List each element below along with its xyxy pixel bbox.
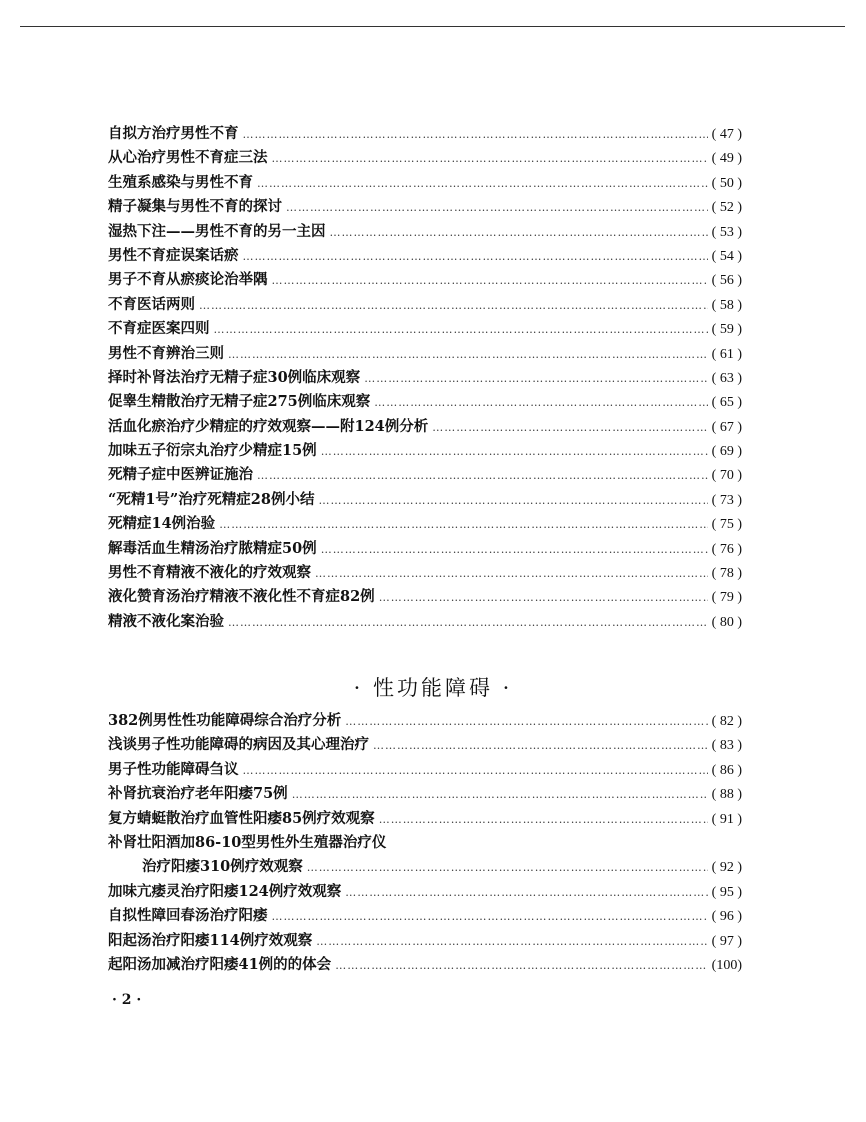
dot-leader	[318, 494, 707, 507]
toc-entry	[108, 439, 742, 463]
toc-entry-page: ( 76 )	[711, 541, 742, 557]
toc-entry-page: ( 50 )	[711, 175, 742, 191]
dot-leader	[379, 813, 708, 826]
toc-entry	[108, 929, 742, 953]
toc-entry-page: ( 49 )	[711, 151, 742, 167]
toc-entry-page: ( 59 )	[711, 322, 742, 338]
toc-entry-title: “死精1号”治疗死精症28例小结	[108, 490, 315, 508]
dot-leader	[243, 764, 708, 777]
toc-entry	[108, 610, 742, 634]
dot-leader	[316, 935, 707, 948]
dot-leader	[307, 861, 708, 874]
toc-entry-title: 促睾生精散治疗无精子症275例临床观察	[108, 393, 371, 411]
toc-entry-page: ( 69 )	[711, 444, 742, 460]
toc-section-infertility	[108, 122, 742, 634]
dot-leader	[345, 886, 707, 899]
toc-entry-title: 生殖系感染与男性不育	[108, 173, 253, 191]
toc-entry	[108, 709, 742, 733]
toc-entry-page: ( 52 )	[711, 200, 742, 216]
toc-entry-page: ( 67 )	[711, 419, 742, 435]
toc-entry-page: ( 63 )	[711, 370, 742, 386]
toc-entry-page: ( 73 )	[711, 492, 742, 508]
dot-leader	[257, 469, 708, 482]
toc-entry-title: 起阳汤加减治疗阳痿41例的的体会	[108, 955, 332, 973]
header-rule	[20, 26, 845, 27]
toc-entry	[108, 782, 742, 806]
dot-leader	[272, 274, 708, 287]
dot-leader	[243, 128, 708, 141]
dot-leader	[345, 715, 707, 728]
toc-entry	[108, 342, 742, 366]
toc-entry	[108, 390, 742, 414]
toc-entry-title: 治疗阳痿310例疗效观察	[142, 858, 303, 876]
toc-entry-title: 液化赞育汤治疗精液不液化性不育症82例	[108, 588, 375, 606]
dot-leader	[364, 372, 707, 385]
toc-entry-page: ( 70 )	[711, 468, 742, 484]
toc-entry-page: ( 86 )	[711, 762, 742, 778]
toc-entry-title: 加味亢痿灵治疗阳痿124例疗效观察	[108, 882, 342, 900]
toc-entry-page: ( 83 )	[711, 738, 742, 754]
toc-entry-page: ( 61 )	[711, 346, 742, 362]
toc-entry	[108, 953, 742, 977]
toc-entry	[108, 831, 742, 855]
toc-entry-title: 精液不液化案治验	[108, 612, 224, 630]
toc-entry	[108, 758, 742, 782]
toc-entry-title: 死精症14例治验	[108, 515, 216, 533]
toc-entry-title: 男子性功能障碍刍议	[108, 760, 239, 778]
toc-entry-title: 解毒活血生精汤治疗脓精症50例	[108, 539, 317, 557]
toc-entry-title: 补肾壮阳酒加86-10型男性外生殖器治疗仪	[108, 833, 387, 851]
toc-entry-page: ( 97 )	[711, 933, 742, 949]
toc-entry	[108, 904, 742, 928]
dot-leader	[373, 739, 708, 752]
toc-entry	[108, 415, 742, 439]
toc-entry-page: ( 75 )	[711, 517, 742, 533]
dot-leader	[321, 543, 708, 556]
section-heading: · 性功能障碍 ·	[353, 676, 513, 700]
toc-entry-page: ( 88 )	[711, 787, 742, 803]
dot-leader	[330, 226, 708, 239]
toc-entry-title: 补肾抗衰治疗老年阳痿75例	[108, 785, 288, 803]
dot-leader	[272, 152, 708, 165]
toc-entry-title: 男性不育精液不液化的疗效观察	[108, 564, 311, 582]
toc-entry-title: 从心治疗男性不育症三法	[108, 149, 268, 167]
toc-entry-title: 382例男性性功能障碍综合治疗分析	[108, 712, 342, 729]
dot-leader	[292, 788, 708, 801]
toc-entry-page: ( 56 )	[711, 273, 742, 289]
toc-entry	[108, 293, 742, 317]
page-number: · 2 ·	[112, 992, 142, 1008]
toc-entry-page: ( 54 )	[711, 248, 742, 264]
toc-entry-title: 精子凝集与男性不育的探讨	[108, 198, 282, 216]
dot-leader	[272, 910, 708, 923]
toc-entry-title: 不育医话两则	[108, 295, 195, 313]
toc-entry	[108, 317, 742, 341]
toc-entry-title: 加味五子衍宗丸治疗少精症15例	[108, 442, 317, 460]
toc-entry-page: ( 92 )	[711, 860, 742, 876]
toc-entry-title: 死精子症中医辨证施治	[108, 466, 253, 484]
toc-entry	[108, 880, 742, 904]
toc-entry	[108, 512, 742, 536]
dot-leader	[315, 567, 708, 580]
toc-entry	[108, 195, 742, 219]
toc-entry-title: 男性不育症误案话瘀	[108, 246, 239, 264]
toc-entry	[108, 585, 742, 609]
toc-entry-title: 阳起汤治疗阳痿114例疗效观察	[108, 931, 313, 949]
toc-entry-title: 湿热下注——男性不育的另一主因	[108, 222, 326, 240]
toc-entry	[108, 146, 742, 170]
toc-entry	[108, 807, 742, 831]
toc-entry	[108, 366, 742, 390]
toc-entry-title: 男子不育从瘀痰论治举隅	[108, 271, 268, 289]
toc-entry	[108, 488, 742, 512]
toc-entry-title: 复方蜻蜓散治疗血管性阳痿85例疗效观察	[108, 809, 375, 827]
toc-entry-page: ( 91 )	[711, 811, 742, 827]
dot-leader	[214, 323, 708, 336]
toc-entry-title: 男性不育辨治三则	[108, 344, 224, 362]
dot-leader	[228, 616, 708, 629]
toc-entry	[108, 244, 742, 268]
toc-entry	[108, 220, 742, 244]
dot-leader	[335, 959, 707, 972]
toc-entry-title: 不育症医案四则	[108, 320, 210, 338]
dot-leader	[374, 396, 707, 409]
toc-entry-page: ( 80 )	[711, 614, 742, 630]
toc-entry	[108, 122, 742, 146]
toc-entry	[108, 855, 742, 879]
dot-leader	[321, 445, 708, 458]
toc-entry-title: 浅谈男子性功能障碍的病因及其心理治疗	[108, 736, 369, 754]
toc-entry	[108, 561, 742, 585]
dot-leader	[257, 177, 708, 190]
dot-leader	[379, 591, 708, 604]
dot-leader	[199, 299, 708, 312]
toc-entry	[108, 463, 742, 487]
toc-entry	[108, 733, 742, 757]
toc-entry	[108, 268, 742, 292]
dot-leader	[219, 518, 707, 531]
toc-entry-page: (100)	[711, 957, 742, 973]
dot-leader	[432, 421, 707, 434]
toc-entry-page: ( 82 )	[711, 714, 742, 729]
toc-entry-title: 自拟性障回春汤治疗阳痿	[108, 907, 268, 925]
toc-entry-page: ( 65 )	[711, 395, 742, 411]
toc-section-sexual-dysfunction	[108, 709, 742, 977]
toc-entry-title: 择时补肾法治疗无精子症30例临床观察	[108, 368, 361, 386]
toc-entry-page: ( 58 )	[711, 297, 742, 313]
toc-entry	[108, 171, 742, 195]
toc-entry-page: ( 47 )	[711, 127, 742, 142]
dot-leader	[243, 250, 708, 263]
toc-entry	[108, 537, 742, 561]
dot-leader	[228, 348, 708, 361]
toc-entry-page: ( 79 )	[711, 590, 742, 606]
toc-entry-page: ( 95 )	[711, 884, 742, 900]
toc-entry-title: 自拟方治疗男性不育	[108, 125, 239, 142]
toc-entry-page: ( 96 )	[711, 909, 742, 925]
toc-entry-page: ( 53 )	[711, 224, 742, 240]
toc-entry-title: 活血化瘀治疗少精症的疗效观察——附124例分析	[108, 417, 429, 435]
toc-entry-page: ( 78 )	[711, 566, 742, 582]
dot-leader	[286, 201, 708, 214]
